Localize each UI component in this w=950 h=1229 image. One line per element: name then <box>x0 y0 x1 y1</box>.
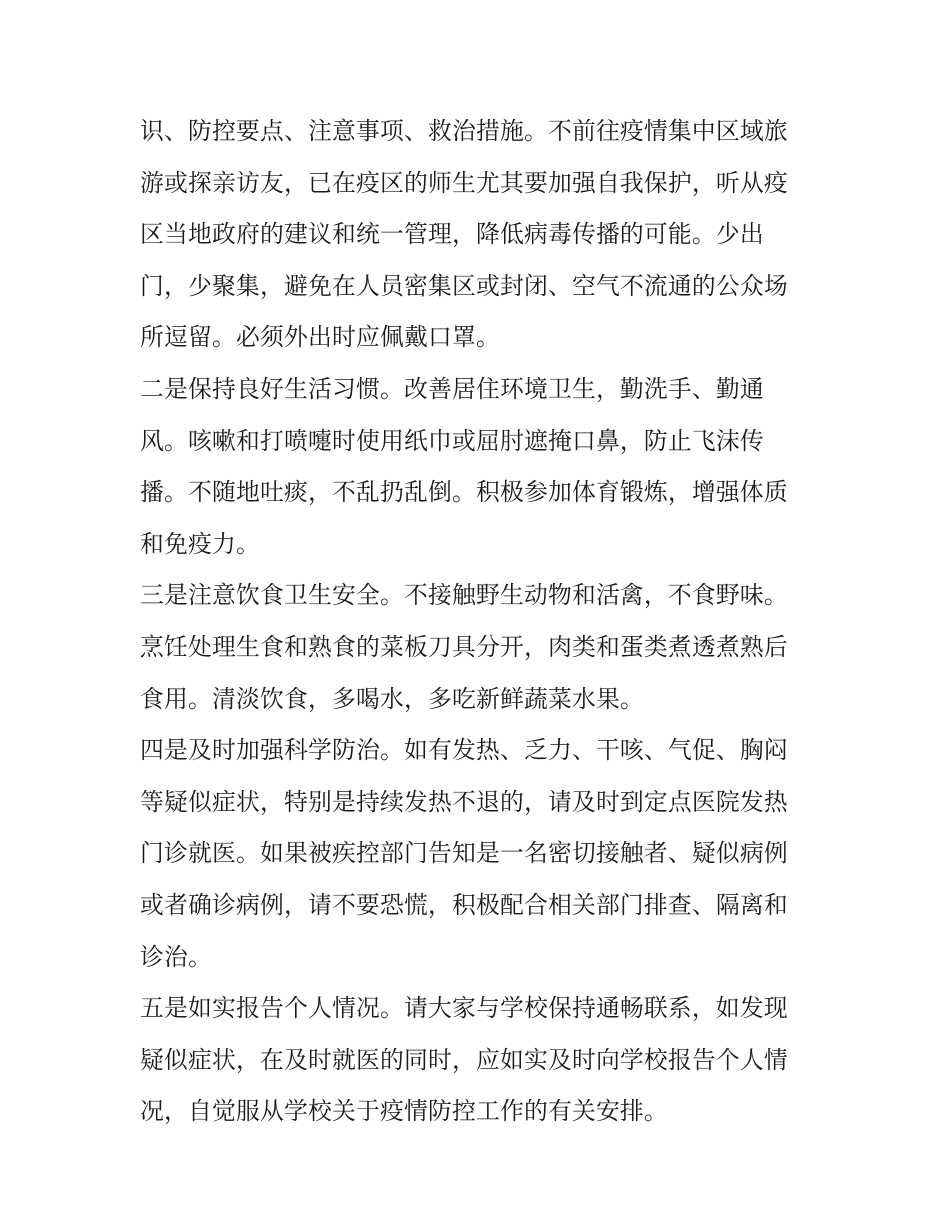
text-line: 游或探亲访友，已在疫区的师生尤其要加强自我保护，听从疫 <box>140 168 788 197</box>
text-line: 四是及时加强科学防治。如有发热、乏力、干咳、气促、胸闷 <box>140 736 788 765</box>
text-line: 疑似症状，在及时就医的同时，应如实及时向学校报告个人情 <box>140 1045 788 1074</box>
paragraph-scientific-prevention <box>140 725 812 983</box>
text-line: 门，少聚集，避免在人员密集区或封闭、空气不流通的公众场 <box>140 271 788 300</box>
paragraph-habits <box>140 364 812 570</box>
text-line: 风。咳嗽和打喷嚏时使用纸巾或屈肘遮掩口鼻，防止飞沫传 <box>140 426 764 455</box>
text-line: 识、防控要点、注意事项、救治措施。不前往疫情集中区域旅 <box>140 117 788 145</box>
text-line: 诊治。 <box>140 942 212 971</box>
text-line: 门诊就医。如果被疾控部门告知是一名密切接触者、疑似病例 <box>140 839 788 868</box>
text-line: 或者确诊病例，请不要恐慌，积极配合相关部门排查、隔离和 <box>140 890 788 919</box>
text-line: 二是保持良好生活习惯。改善居住环境卫生，勤洗手、勤通 <box>140 374 764 403</box>
text-line: 播。不随地吐痰，不乱扔乱倒。积极参加体育锻炼，增强体质 <box>140 478 788 507</box>
text-line: 区当地政府的建议和统一管理，降低病毒传播的可能。少出 <box>140 220 764 249</box>
text-line: 五是如实报告个人情况。请大家与学校保持通畅联系，如发现 <box>140 994 788 1023</box>
text-line: 烹饪处理生食和熟食的菜板刀具分开，肉类和蛋类煮透煮熟后 <box>140 632 788 661</box>
text-line: 所逗留。必须外出时应佩戴口罩。 <box>140 323 500 352</box>
text-line: 食用。清淡饮食，多喝水，多吃新鲜蔬菜水果。 <box>140 684 644 713</box>
text-line: 等疑似症状，特别是持续发热不退的，请及时到定点医院发热 <box>140 787 788 816</box>
text-line: 和免疫力。 <box>140 529 260 558</box>
text-line: 况，自觉服从学校关于疫情防控工作的有关安排。 <box>140 1097 668 1126</box>
paragraph-food-safety <box>140 570 812 725</box>
text-line: 三是注意饮食卫生安全。不接触野生动物和活禽，不食野味。 <box>140 581 788 610</box>
paragraph-reporting <box>140 983 812 1138</box>
paragraph-prevention-continued <box>140 106 812 364</box>
document-body <box>140 106 812 1138</box>
